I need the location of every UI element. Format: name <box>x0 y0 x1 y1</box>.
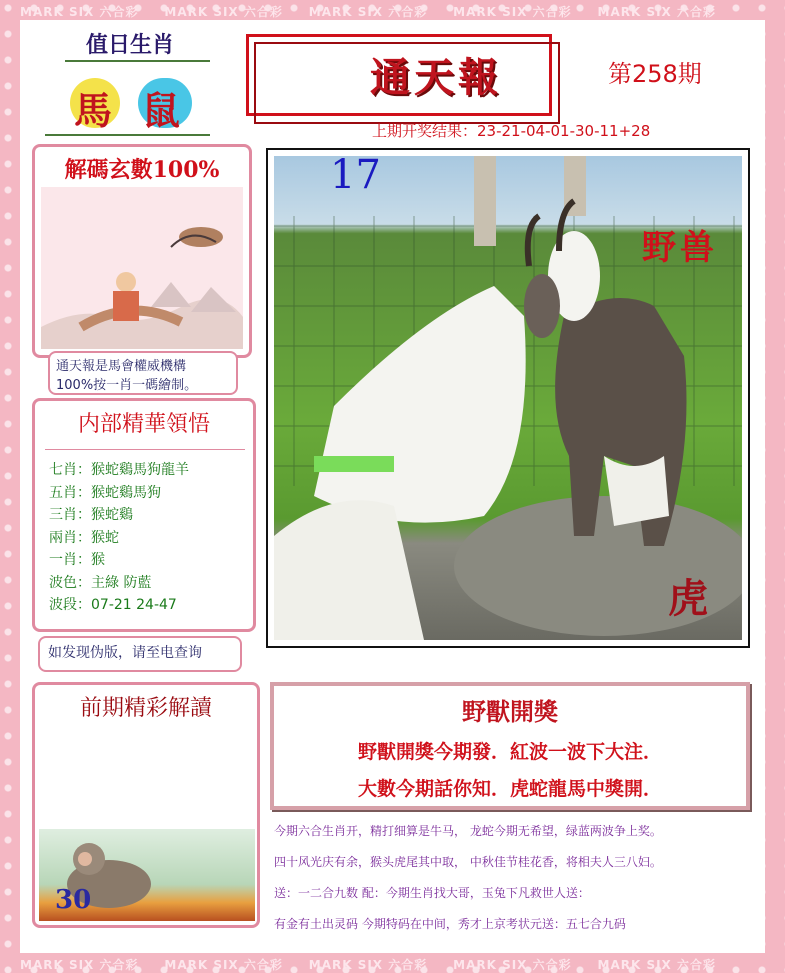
verses <box>274 816 754 940</box>
watermark-bottom: MARK SIX 六合彩 MARK SIX 六合彩 MARK SIX 六合彩 MARK SIX 六合彩 MARK SIX 六合彩 <box>20 958 716 972</box>
tip-row: 波色：主綠 防藍 <box>49 574 152 591</box>
last-result-value: 23-21-04-01-30-11+28 <box>477 122 651 140</box>
zodiac-title: 值日生肖 <box>85 33 174 58</box>
inner-tips-panel <box>32 398 256 632</box>
paper-name: 通天報 <box>370 54 502 101</box>
promo-box <box>48 351 238 395</box>
inner-title: 内部精華領悟 <box>77 412 210 437</box>
tip-row: 波段：07-21 24-47 <box>49 597 177 613</box>
poem-line-2: 大數今期話你知．虎蛇龍馬中獎開． <box>357 778 662 800</box>
poem-title: 野獸開獎 <box>462 697 558 726</box>
divider <box>65 60 210 62</box>
newspaper-sheet <box>20 20 765 953</box>
divider <box>45 449 245 450</box>
zodiac-2: 鼠 <box>142 88 181 133</box>
promo-line-2: 100%按一肖一碼繪制。 <box>56 378 198 393</box>
decode-panel <box>32 144 252 358</box>
divider <box>45 134 210 136</box>
decode-title: 解碼玄數100% <box>64 157 220 183</box>
review-panel <box>32 682 260 928</box>
tips-list <box>49 459 189 617</box>
promo-line-1: 通天報是馬會權威機構 <box>56 359 187 374</box>
image-number: 17 <box>330 152 381 198</box>
tip-row: 五肖：猴蛇鷄馬狗 <box>49 484 161 501</box>
verse-line: 送：一二合九数 配：今期生肖找大哥，玉兔下凡救世人送： <box>274 886 590 900</box>
tip-row: 兩肖：猴蛇 <box>49 529 119 546</box>
tip-row: 一肖：猴 <box>49 552 105 568</box>
ink-painting <box>41 187 243 349</box>
review-number: 30 <box>55 885 92 915</box>
fake-notice: 如发现伪版，请至电查询 <box>38 636 242 672</box>
tip-row: 三肖：猴蛇鷄 <box>49 507 133 523</box>
issue-number: 第258期 <box>608 60 702 88</box>
review-title: 前期精彩解讀 <box>79 696 212 721</box>
last-result <box>372 120 650 141</box>
poem-box <box>270 682 750 810</box>
last-result-label: 上期开奖结果： <box>372 122 478 140</box>
image-caption-bottom: 虎 <box>668 575 708 622</box>
verse-line: 今期六合生肖开，精打细算是牛马， 龙蛇今期无希望，绿蓝两波争上奖。 <box>274 824 662 838</box>
watermark-top: MARK SIX 六合彩 MARK SIX 六合彩 MARK SIX 六合彩 MARK SIX 六合彩 MARK SIX 六合彩 <box>20 5 716 19</box>
verse-line: 有金有土出灵码 今期特码在中间，秀才上京考状元送：五七合九码 <box>274 917 626 931</box>
verse-line: 四十风光庆有余，猴头虎尾其中取， 中秋佳节桂花香，将相夫人三八妇。 <box>274 855 662 869</box>
zodiac-1: 馬 <box>74 88 113 133</box>
tip-row: 七肖：猴蛇鷄馬狗龍羊 <box>49 462 189 478</box>
image-caption-top: 野兽 <box>642 228 718 268</box>
poem-line-1: 野獸開獎今期發．紅波一波下大注． <box>357 741 662 763</box>
main-image-frame <box>266 148 750 648</box>
